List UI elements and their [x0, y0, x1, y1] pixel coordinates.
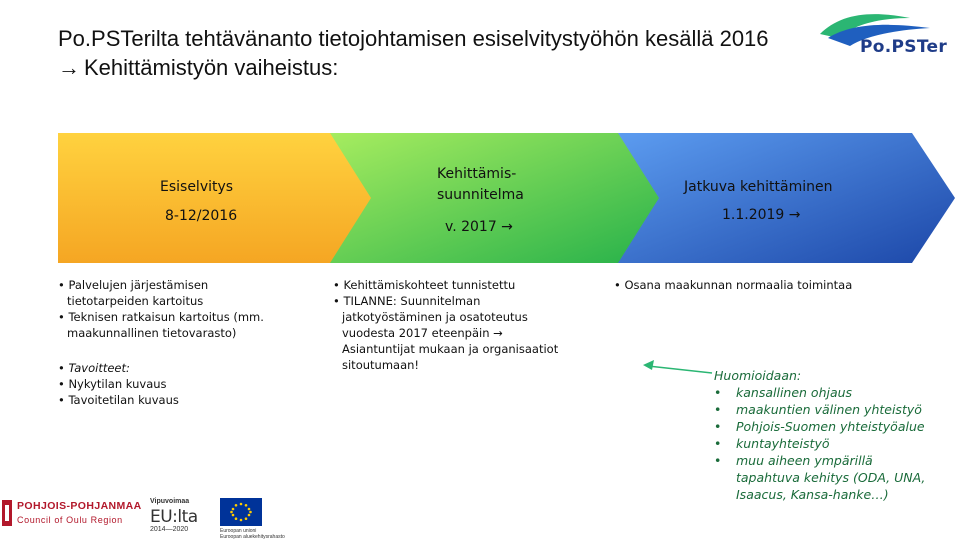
list-item: tietotarpeiden kartoitus	[67, 294, 204, 308]
list-item: • TILANNE: Suunnitelman	[333, 294, 481, 308]
phase-3-title: Jatkuva kehittäminen	[684, 179, 833, 195]
list-item: • Tavoitetilan kuvaus	[58, 393, 179, 407]
list-item: sitoutumaan!	[342, 358, 420, 372]
phase-2-title-line-2: suunnitelma	[437, 187, 524, 203]
list-item: • kuntayhteistyö	[714, 436, 830, 451]
notes-box	[714, 367, 931, 503]
phase-1-bullets	[58, 277, 264, 341]
vipu-bottom: 2014—2020	[150, 526, 189, 533]
list-item: Asiantuntijat mukaan ja organisaatiot	[342, 342, 559, 356]
phase-3-bullets	[614, 277, 852, 293]
region-emblem-icon	[1, 498, 15, 528]
phase-1-shape	[58, 133, 386, 263]
list-item: • Kehittämiskohteet tunnistettu	[333, 278, 516, 292]
list-item: • kansallinen ohjaus	[714, 385, 853, 400]
phase-2-title-line-1: Kehittämis-	[437, 166, 517, 182]
pohjois-pohjanmaa-logo	[0, 496, 142, 530]
list-item: • Nykytilan kuvaus	[58, 377, 167, 391]
list-item: maakunnallinen tietovarasto)	[67, 326, 237, 340]
connector-line	[648, 366, 712, 373]
list-item: jatkotyöstäminen ja osatoteutus	[342, 310, 528, 324]
list-item: • Teknisen ratkaisun kartoitus (mm.	[58, 310, 264, 324]
logo-text: Po.PSTer	[860, 37, 947, 57]
phase-1-date: 8-12/2016	[165, 208, 238, 224]
list-item: • Osana maakunnan normaalia toimintaa	[614, 278, 853, 292]
eu-flag-icon	[220, 498, 262, 526]
bullet-icon: •	[714, 436, 722, 451]
pp-subtitle: Council of Oulu Region	[17, 515, 123, 525]
phase-2-bullets	[333, 277, 558, 373]
vipuvoimaa-logo	[150, 498, 210, 534]
list-item: • Tavoitteet:	[58, 361, 130, 375]
phase-3-shape	[618, 133, 955, 263]
list-item: • Palvelujen järjestämisen	[58, 278, 209, 292]
title-line-2-text: Kehittämistyön vaiheistus:	[84, 55, 339, 80]
bullet-icon: •	[714, 453, 722, 468]
eu-caption: Euroopan unioni Euroopan aluekehitysrahasto	[220, 528, 285, 540]
list-item: • maakuntien välinen yhteistyö	[714, 402, 922, 417]
vipu-mid: EU:lta	[150, 507, 198, 527]
vipu-top: Vipuvoimaa	[150, 498, 190, 505]
list-item: vuodesta 2017 eteenpäin →	[342, 326, 503, 340]
bullet-icon: •	[714, 402, 722, 417]
list-item: • muu aiheen ympärillä tapahtuva kehitys (ODA, UNA, Isaacus, Kansa-hanke…)	[714, 453, 926, 502]
phase-1-title: Esiselvitys	[160, 179, 234, 195]
connector-arrowhead	[643, 360, 654, 370]
bullet-icon: •	[714, 419, 722, 434]
phase-1-goals	[58, 360, 179, 408]
pp-name: POHJOIS-POHJANMAA	[17, 500, 142, 512]
phase-3-date: 1.1.2019 →	[722, 207, 801, 223]
bullet-icon: •	[714, 385, 722, 400]
title-line-1: Po.PSTerilta tehtävänanto tietojohtamisen esiselvitystyöhön kesällä 2016	[58, 26, 769, 51]
phase-2-date: v. 2017 →	[445, 219, 513, 235]
list-item: • Pohjois-Suomen yhteistyöalue	[714, 419, 925, 434]
notes-heading: Huomioidaan:	[714, 368, 802, 383]
arrow-right-icon: →	[58, 55, 80, 80]
eu-logo	[220, 498, 285, 540]
